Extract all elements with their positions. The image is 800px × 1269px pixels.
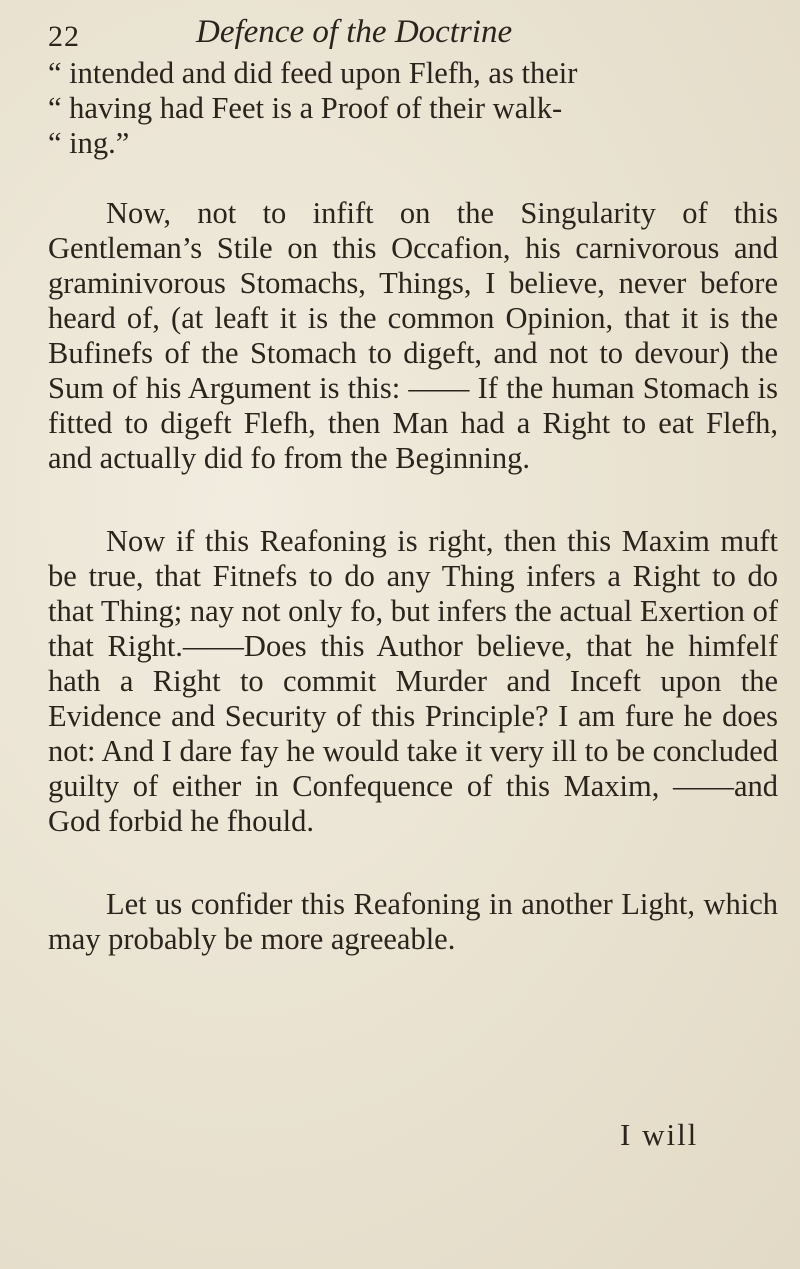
quote-line: “ having had Feet is a Proof of their walk- [48,91,563,125]
quotation [48,56,778,161]
paragraph: Now, not to infift on the Singularity of this Gentleman’s Stile on this Occafion, his carnivorous and graminivorous Stomachs, Things, I believe, never before heard of, (at leaft it is the common Opinion, that it is the Bufinefs of the Stomach to digeft, and not to devour) the Sum of his Argument is this: —— If the human Stomach is fitted to digeft Flefh, then Man had a Right to eat Flefh, and actually did fo from the Beginning. [48,196,778,475]
page-header [48,14,778,54]
quote-line: “ ing.” [48,126,130,160]
paragraph: Now if this Reafoning is right, then this Maxim muft be true, that Fitnefs to do any Thing infers a Right to do that Thing; nay not only fo, but infers the actual Exertion of that Right.——Does this Author believe, that he himfelf hath a Right to commit Murder and Inceft upon the Evidence and Security of this Principle? I am fure he does not: And I dare fay he would take it very ill to be concluded guilty of either in Confequence of this Maxim, ——and God forbid he fhould. [48,524,778,838]
page-number: 22 [48,20,80,53]
body-text [48,56,778,957]
paragraph: Let us confider this Reafoning in another Light, which may probably be more agreeable. [48,887,778,956]
quote-line: “ intended and did feed upon Flefh, as their [48,56,578,90]
catchword: I will [620,1117,699,1152]
running-head: Defence of the Doctrine [196,14,513,50]
